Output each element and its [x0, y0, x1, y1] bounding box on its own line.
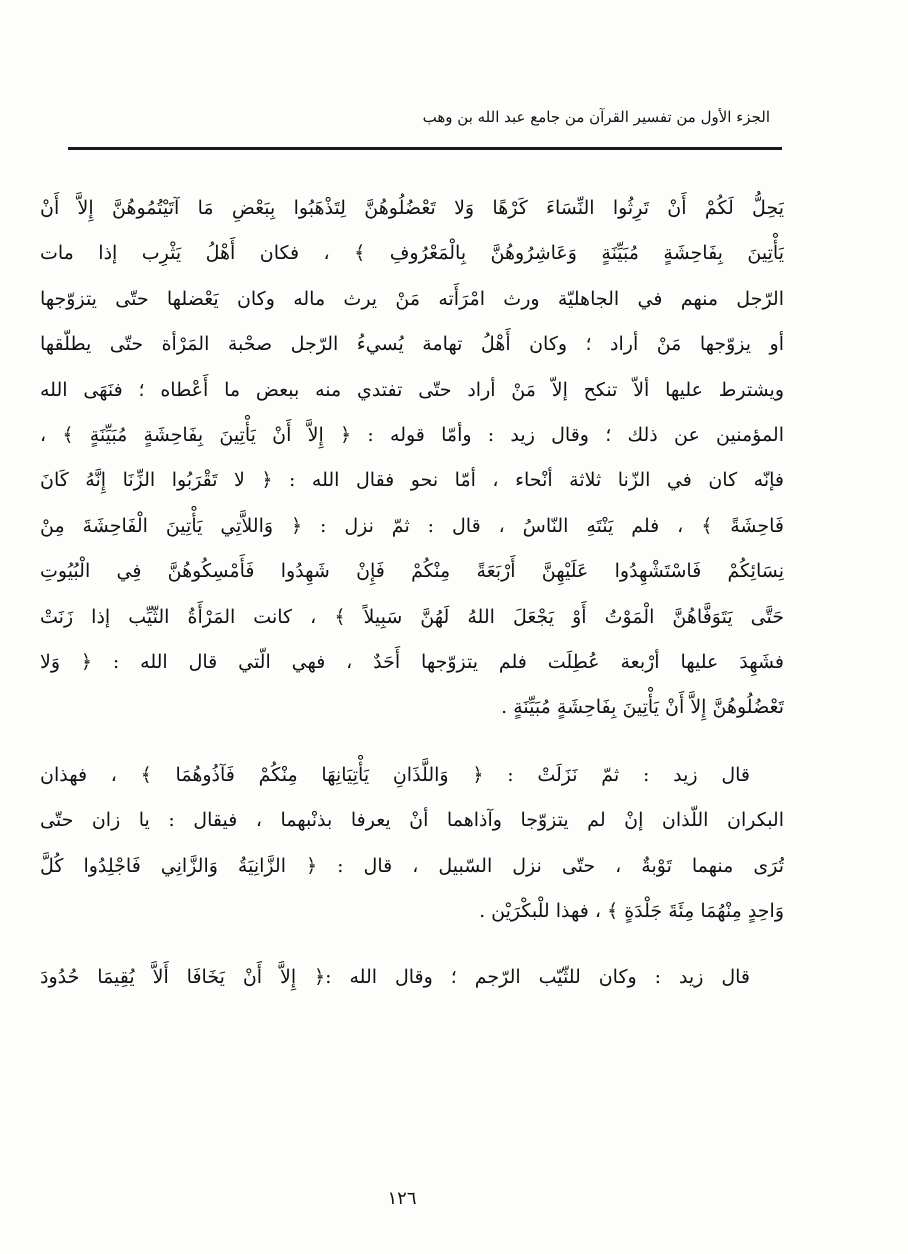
- text-line: وَاحِدٍ مِنْهُمَا مِئَةَ جَلْدَةٍ ﴾ ، فهذا للْبكْرَيْن .: [479, 900, 784, 923]
- paragraph-3: [40, 955, 784, 1000]
- text-line: تُرَى منهما تَوْبةٌ ، حتّى نزل السّبيل ، قال : ﴿ الزَّانِيَةُ وَالزَّانِي فَاجْلِدُوا كُلَّ: [40, 854, 784, 877]
- text-line: المؤمنين عن ذلك ؛ وقال زيد : وأمّا قوله : ﴿ إِلاَّ أَنْ يَأْتِينَ بِفَاحِشَةٍ مُبَيِّنَةٍ ﴾ ،: [40, 424, 784, 447]
- text-line: قال زيد : وكان للثّيّب الرّجم ؛ وقال الله :﴿ إِلاَّ أَنْ يَخَافَا أَلاَّ يُقِيمَا حُدُودَ: [40, 965, 750, 988]
- text-line: الرّجل منهم في الجاهليّة ورث امْرَأَته مَنْ يرث ماله وكان يَعْضلها حتّى يتزوّجها: [40, 287, 784, 310]
- page-number: ١٢٦: [387, 1188, 417, 1209]
- text-line: ويشترط عليها ألاّ تنكح إلاّ مَنْ أراد حتّى تفتدي منه ببعض ما أَعْطاه ؛ فنَهَى الله: [40, 378, 784, 401]
- paragraph-gap: [40, 935, 784, 955]
- paragraph-2: [40, 753, 784, 935]
- text-line: فشَهِدَ عليها أرْبعة عُطِلَت فلم يتزوّجها أَحَدٌ ، فهي الّتي قال الله : ﴿ وَلا: [40, 651, 784, 674]
- paragraph-1: [40, 186, 784, 731]
- text-line: حَتَّى يَتَوَفَّاهُنَّ الْمَوْتُ أَوْ يَجْعَلَ اللهُ لَهُنَّ سَبِيلاً ﴾ ، كانت المَرْأَةُ الثّيِّب إذا زَنَتْ: [40, 605, 784, 628]
- text-line: فَاحِشَةً ﴾ ، فلم يَنْتَهِ النّاسُ ، قال : ثمّ نزل : ﴿ وَاللاَّتِي يَأْتِينَ الْفَاحِشَةَ مِنْ: [40, 514, 784, 537]
- text-line: فإنّه كان في الزّنا ثلاثة أنْحاء ، أمّا نحو فقال الله : ﴿ لا تَقْرَبُوا الزِّنَا إِنَّهُ كَانَ: [40, 469, 784, 492]
- running-header: الجزء الأول من تفسير القرآن من جامع عبد الله بن وهب: [422, 108, 770, 126]
- body-text: [40, 186, 784, 1000]
- text-line: يَأْتِينَ بِفَاحِشَةٍ مُبَيِّنَةٍ وَعَاشِرُوهُنَّ بِالْمَعْرُوفِ ﴾ ، فكان أَهْلُ يَثْرِب إذا مات: [40, 242, 784, 265]
- text-line: أو يزوّجها مَنْ أراد ؛ وكان أَهْلُ تهامة يُسيءُ الرّجل صحْبة المَرْأة حتّى يطلّقها: [40, 333, 784, 356]
- text-line: يَحِلُّ لَكُمْ أَنْ تَرِثُوا النِّسَاءَ كَرْهًا وَلا تَعْضُلُوهُنَّ لِتَذْهَبُوا بِبَعْضِ مَا آتَيْتُمُوهُنَّ إِلاَّ أَنْ: [40, 197, 784, 219]
- paragraph-gap: [40, 731, 784, 753]
- text-line: قال زيد : ثمّ نَزَلَتْ : ﴿ وَاللَّذَانِ يَأْتِيَانِهَا مِنْكُمْ فَآذُوهُمَا ﴾ ، فهذان: [40, 763, 750, 786]
- text-line: البكران اللّذان إنْ لم يتزوّجا وآذاهما أنْ يعرفا بذنْبهما ، فيقال : يا زان حتّى: [40, 809, 784, 832]
- text-line: نِسَائِكُمْ فَاسْتَشْهِدُوا عَلَيْهِنَّ أَرْبَعَةً مِنْكُمْ فَإِنْ شَهِدُوا فَأَمْسِكُوهُنَّ فِي الْبُيُوتِ: [40, 560, 784, 583]
- text-line: تَعْضُلُوهُنَّ إِلاَّ أَنْ يَأْتِينَ بِفَاحِشَةٍ مُبَيِّنَةٍ .: [501, 696, 784, 719]
- header-rule: [68, 147, 782, 150]
